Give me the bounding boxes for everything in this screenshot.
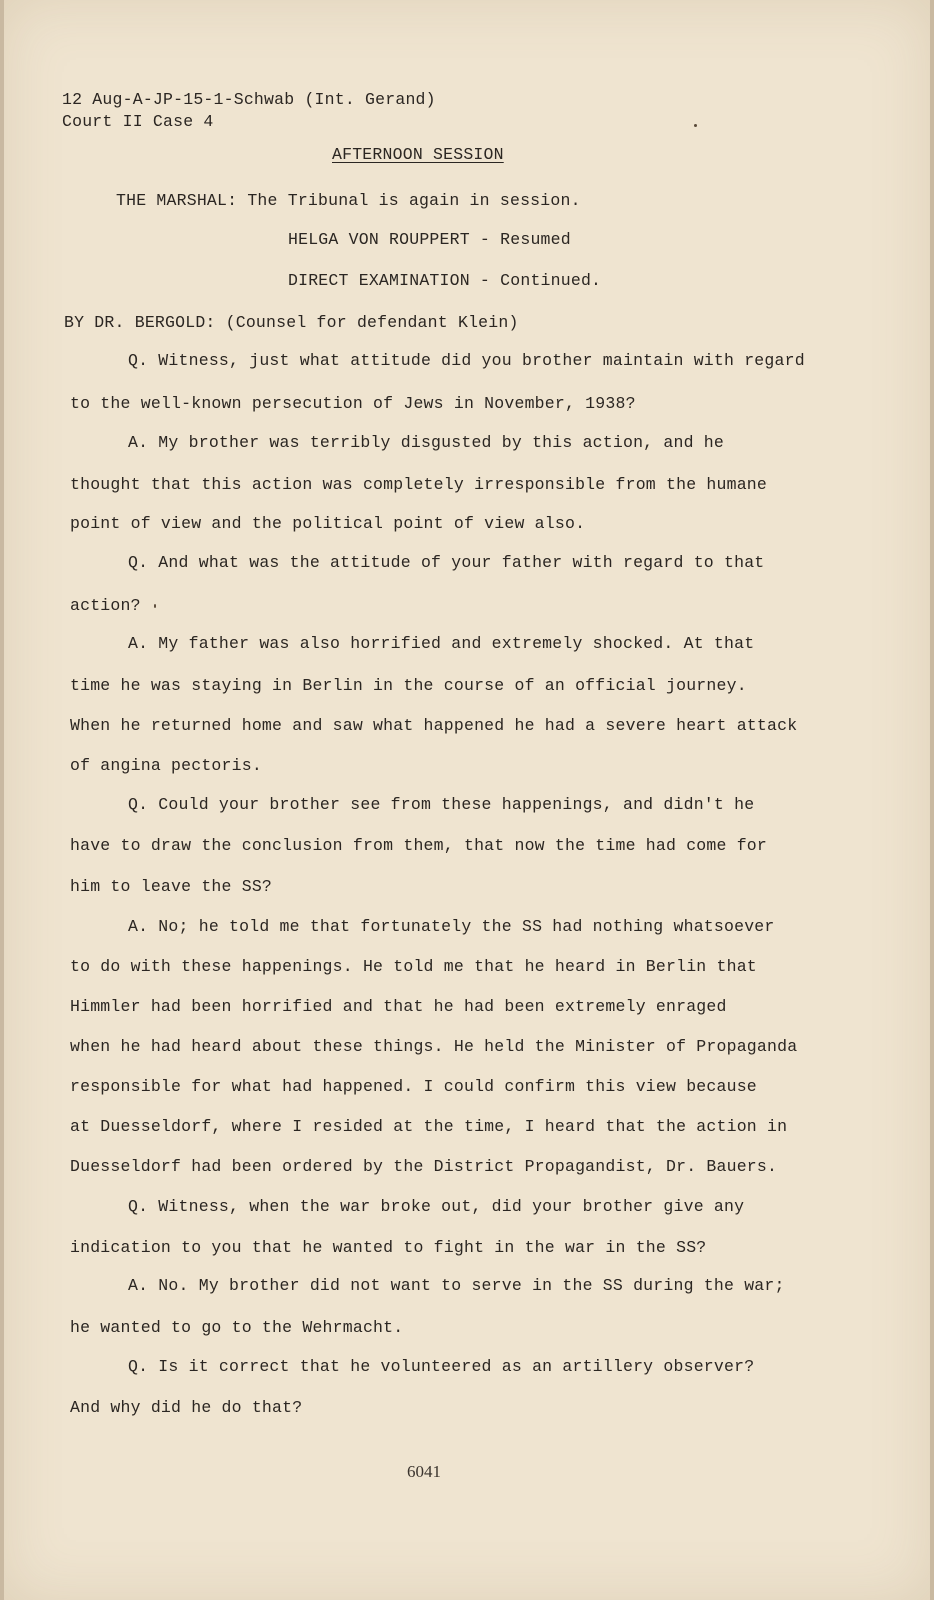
text-line: him to leave the SS?: [70, 877, 273, 896]
text-line: thought that this action was completely irresponsible from the humane: [70, 475, 768, 494]
text-line: have to draw the conclusion from them, that now the time had come for: [70, 836, 768, 855]
text-line: Q. And what was the attitude of your father with regard to that: [128, 553, 765, 572]
header-court-line: Court II Case 4: [62, 112, 214, 131]
text-line: Q. Could your brother see from these happenings, and didn't he: [128, 795, 755, 814]
text-line: indication to you that he wanted to fight in the war in the SS?: [70, 1238, 707, 1257]
text-line: time he was staying in Berlin in the course of an official journey.: [70, 676, 747, 695]
session-title: AFTERNOON SESSION: [332, 145, 504, 164]
text-line: of angina pectoris.: [70, 756, 262, 775]
text-line: A. My father was also horrified and extremely shocked. At that: [128, 634, 755, 653]
document-page: [4, 0, 930, 1600]
text-line: to do with these happenings. He told me that he heard in Berlin that: [70, 957, 757, 976]
text-line: Q. Witness, just what attitude did you brother maintain with regard: [128, 351, 805, 370]
counsel-line: BY DR. BERGOLD: (Counsel for defendant Klein): [64, 313, 519, 332]
text-line: to the well-known persecution of Jews in November, 1938?: [70, 394, 636, 413]
paper-speck: [694, 124, 697, 127]
text-line: Q. Is it correct that he volunteered as an artillery observer?: [128, 1357, 755, 1376]
text-line: point of view and the political point of view also.: [70, 514, 586, 533]
text-line: Himmler had been horrified and that he had been extremely enraged: [70, 997, 727, 1016]
text-line: he wanted to go to the Wehrmacht.: [70, 1318, 404, 1337]
marshal-statement: THE MARSHAL: The Tribunal is again in session.: [116, 191, 581, 210]
text-line: responsible for what had happened. I could confirm this view because: [70, 1077, 757, 1096]
text-line: Duesseldorf had been ordered by the District Propagandist, Dr. Bauers.: [70, 1157, 778, 1176]
paper-speck: [154, 604, 156, 608]
text-line: Q. Witness, when the war broke out, did your brother give any: [128, 1197, 745, 1216]
text-line: A. No. My brother did not want to serve in the SS during the war;: [128, 1276, 785, 1295]
witness-name: HELGA VON ROUPPERT - Resumed: [288, 230, 571, 249]
text-line: at Duesseldorf, where I resided at the time, I heard that the action in: [70, 1117, 788, 1136]
text-line: action?: [70, 596, 141, 615]
header-docket-line: 12 Aug-A-JP-15-1-Schwab (Int. Gerand): [62, 90, 436, 109]
text-line: A. No; he told me that fortunately the SS had nothing whatsoever: [128, 917, 775, 936]
text-line: When he returned home and saw what happened he had a severe heart attack: [70, 716, 798, 735]
text-line: A. My brother was terribly disgusted by this action, and he: [128, 433, 724, 452]
text-line: And why did he do that?: [70, 1398, 303, 1417]
page-number: 6041: [407, 1462, 441, 1481]
examination-heading: DIRECT EXAMINATION - Continued.: [288, 271, 602, 290]
text-line: when he had heard about these things. He held the Minister of Propaganda: [70, 1037, 798, 1056]
